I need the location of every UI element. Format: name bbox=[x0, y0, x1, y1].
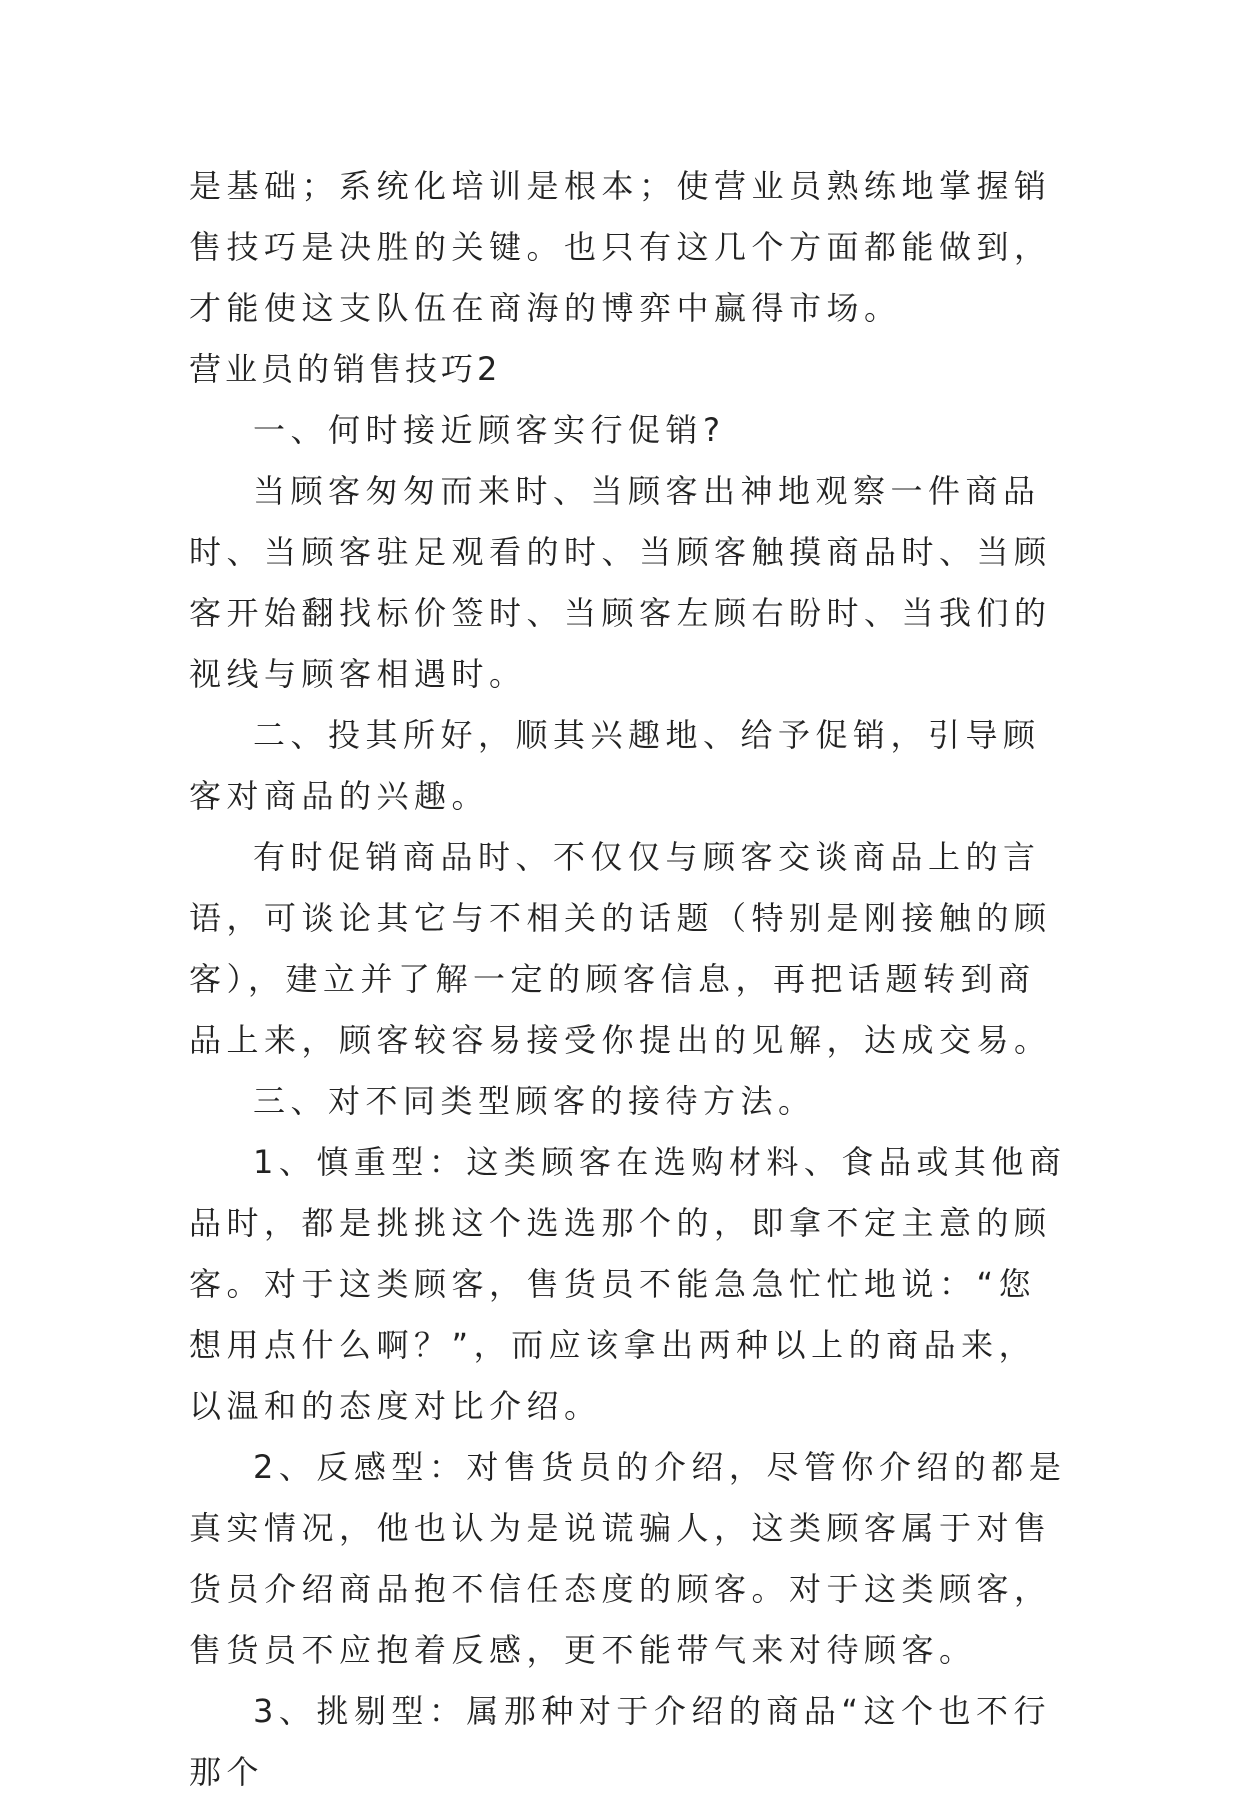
paragraph-type-cautious: 1、慎重型：这类顾客在选购材料、食品或其他商品时，都是挑挑这个选选那个的，即拿不定主意的顾客。对于这类顾客，售货员不能急急忙忙地说：“您想用点什么啊？”，而应该拿出两种以上的商品来，以温和的态度对比介绍。 bbox=[189, 1143, 1067, 1425]
paragraph-point-one-body: 当顾客匆匆而来时、当顾客出神地观察一件商品时、当顾客驻足观看的时、当顾客触摸商品时、当顾客开始翻找标价签时、当顾客左顾右盼时、当我们的视线与顾客相遇时。 bbox=[189, 472, 1052, 693]
paragraph-point-three-title: 三、对不同类型顾客的接待方法。 bbox=[253, 1082, 816, 1120]
document-body bbox=[189, 156, 1069, 1803]
paragraph-point-two-body: 有时促销商品时、不仅仅与顾客交谈商品上的言语，可谈论其它与不相关的话题（特别是刚接触的顾客），建立并了解一定的顾客信息，再把话题转到商品上来，顾客较容易接受你提出的见解，达成交易。 bbox=[189, 838, 1052, 1059]
paragraph-type-resistant: 2、反感型：对售货员的介绍，尽管你介绍的都是真实情况，他也认为是说谎骗人，这类顾客属于对售货员介绍商品抱不信任态度的顾客。对于这类顾客，售货员不应抱着反感，更不能带气来对待顾客。 bbox=[189, 1448, 1067, 1669]
paragraph-intro-continuation: 是基础；系统化培训是根本；使营业员熟练地掌握销售技巧是决胜的关键。也只有这几个方面都能做到，才能使这支队伍在商海的博弈中赢得市场。 bbox=[189, 167, 1052, 327]
paragraph-point-two-title: 二、投其所好，顺其兴趣地、给予促销，引导顾客对商品的兴趣。 bbox=[189, 716, 1041, 815]
section-heading: 营业员的销售技巧2 bbox=[189, 350, 502, 388]
paragraph-point-one-title: 一、何时接近顾客实行促销? bbox=[253, 411, 726, 449]
paragraph-type-picky: 3、挑剔型：属那种对于介绍的商品“这个也不行那个 bbox=[189, 1692, 1051, 1791]
